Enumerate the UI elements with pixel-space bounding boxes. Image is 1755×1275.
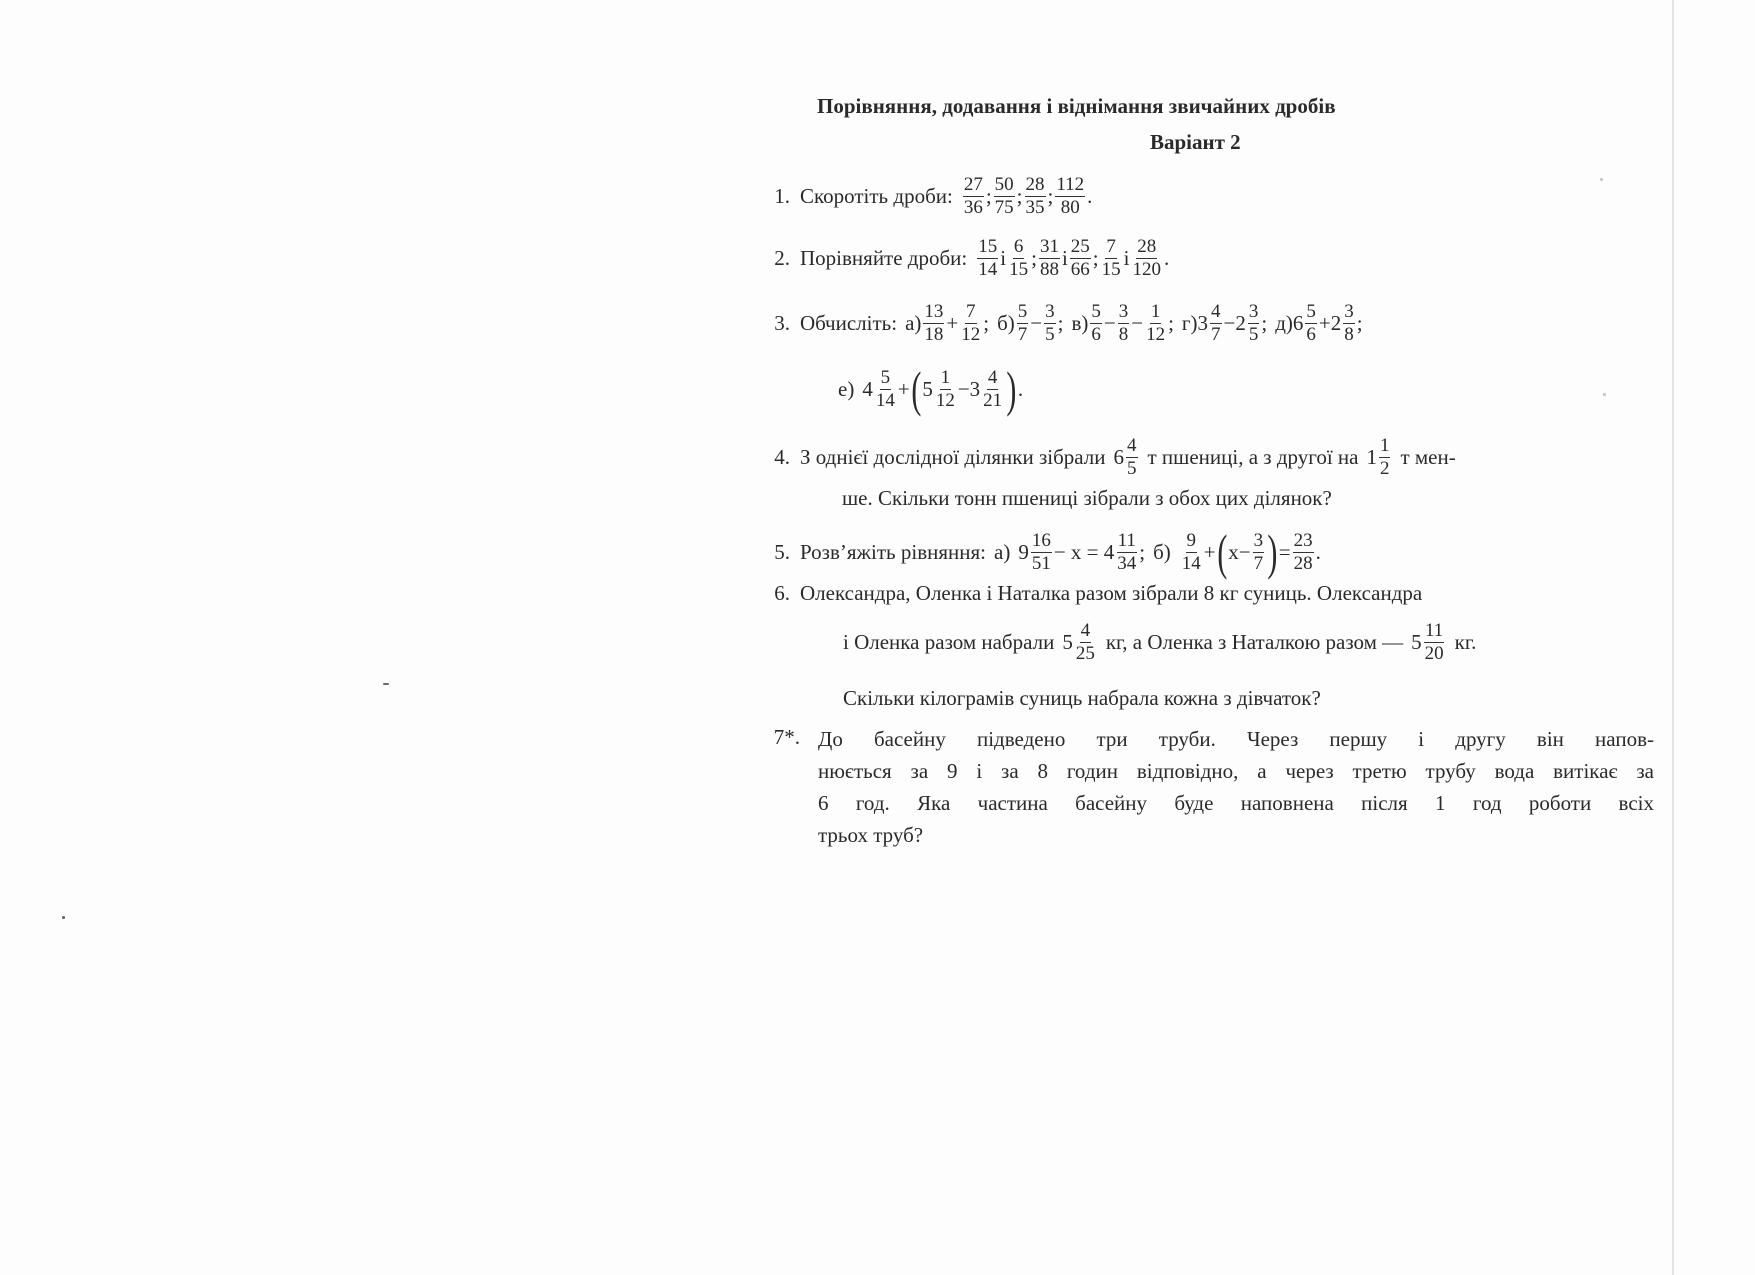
- problem-1: 1. Скоротіть дроби: $\frac{27}{36}$ ; $\frac{50}{75}$ ; $\frac{28}{35}$ ; $\frac{112}{80}$ .: [760, 164, 1092, 228]
- problem-4-continued: ше. Скільки тонн пшениці зібрали з обох цих ділянок?: [842, 485, 1332, 510]
- item-label: а): [905, 310, 922, 335]
- item-label: б): [997, 310, 1015, 335]
- fraction: $\frac{5}{7}$: [1017, 301, 1028, 345]
- fraction: $\frac{4}{7}$: [1211, 301, 1221, 345]
- fraction: $\frac{16}{51}$: [1031, 530, 1051, 574]
- worksheet-title: Порівняння, додавання і віднімання звичайних дробів: [817, 94, 1336, 118]
- problem-number: 7*.: [773, 724, 800, 749]
- item-label: а): [994, 539, 1011, 564]
- problem-7-line: трьох труб?: [818, 822, 924, 847]
- problem-text: Порівняйте дроби:: [800, 245, 968, 270]
- problem-text: Розв’яжіть рівняння:: [800, 539, 986, 564]
- problem-7-line: 6 год. Яка частина басейну буде наповнена після 1 год роботи всіх: [818, 791, 1654, 815]
- scan-speck: [383, 683, 389, 685]
- item-label: г): [1181, 310, 1198, 335]
- fraction: $\frac{5}{6}$: [1306, 301, 1316, 345]
- worksheet: [760, 0, 1654, 1275]
- problem-number: 4.: [774, 444, 790, 469]
- fraction: $\frac{23}{28}$: [1293, 530, 1313, 574]
- problem-3-continued: е) 4 $\frac{5}{14}$ + ( 5 $\frac{1}{12}$ − 3 $\frac{4}{21}$ ) .: [838, 361, 1024, 417]
- scan-speck: [62, 916, 65, 919]
- fraction: $\frac{3}{5}$: [1045, 301, 1055, 345]
- fraction: $\frac{11}{20}$: [1424, 620, 1444, 664]
- variant-label: Варіант 2: [1150, 130, 1241, 154]
- problem-3: 3. Обчисліть: а) $\frac{13}{18}$ + $\frac{7}{12}$ ; б) $\frac{5}{7}$ − $\frac{3}{5}$ ; в) $\frac{5}{6}$ − $\frac{3}{8}$ − $\frac{1}{12}$ ; г) 3 $\frac{4}{7}$ − 2 $\frac{3}{5}$ ; д) 6 $\frac{5}{6}$ + 2 $\frac{3}{8}$ ;: [760, 291, 1363, 355]
- fraction: $\frac{13}{18}$: [924, 301, 944, 345]
- fraction: $\frac{3}{8}$: [1118, 301, 1129, 345]
- problem-6: [760, 573, 1422, 613]
- problem-2: 2. Порівняйте дроби: $\frac{15}{14}$ і $\frac{6}{15}$ ; $\frac{31}{88}$ і $\frac{25}{66}$ ; $\frac{7}{15}$ і $\frac{28}{120}$ .: [760, 226, 1169, 290]
- fraction: $\frac{6}{15}$: [1009, 236, 1029, 280]
- problem-6-continued: і Оленка разом набрали 5 $\frac{4}{25}$ кг, а Оленка з Наталкою разом — 5 $\frac{11}{20}$ кг.: [843, 620, 1477, 664]
- fraction: $\frac{28}{120}$: [1132, 236, 1161, 280]
- fraction: $\frac{7}{12}$: [961, 301, 981, 345]
- fraction: $\frac{1}{12}$: [935, 367, 955, 411]
- problem-number: 1.: [774, 183, 790, 208]
- open-paren: (: [911, 361, 921, 417]
- fraction: $\frac{112}{80}$: [1056, 174, 1085, 218]
- close-paren: ): [1267, 524, 1278, 580]
- fraction: $\frac{7}{15}$: [1101, 236, 1121, 280]
- fraction: $\frac{27}{36}$: [963, 174, 983, 218]
- problem-6-question: Скільки кілограмів суниць набрала кожна з дівчаток?: [843, 685, 1321, 710]
- fraction: $\frac{3}{8}$: [1344, 301, 1354, 345]
- problem-number: 6.: [774, 580, 790, 605]
- fraction: $\frac{11}{34}$: [1117, 530, 1137, 574]
- fraction: $\frac{3}{7}$: [1253, 530, 1264, 574]
- problem-number: 3.: [774, 310, 790, 335]
- scan-edge: [1672, 0, 1674, 1275]
- item-label: в): [1071, 310, 1089, 335]
- problem-4: 4. З однієї дослідної ділянки зібрали 6 $\frac{4}{5}$ т пшениці, а з другої на 1 $\frac{1}{2}$ т мен-: [760, 425, 1456, 489]
- problem-7-line: До басейну підведено три труби. Через першу і другу він напов-: [818, 727, 1654, 751]
- problem-text: Скоротіть дроби:: [800, 183, 953, 208]
- problem-5: 5. Розв’яжіть рівняння: а) 9 $\frac{16}{51}$ − x = 4 $\frac{11}{34}$ ; б) $\frac{9}{14}$ + ( x − $\frac{3}{7}$ ) = $\frac{23}{28}$ .: [760, 520, 1321, 584]
- fraction: $\frac{1}{12}$: [1146, 301, 1166, 345]
- fraction: $\frac{25}{66}$: [1070, 236, 1090, 280]
- close-paren: ): [1006, 361, 1017, 417]
- fraction: $\frac{1}{2}$: [1379, 435, 1390, 479]
- fraction: $\frac{5}{6}$: [1091, 301, 1101, 345]
- fraction: $\frac{4}{25}$: [1075, 620, 1095, 664]
- problem-text: Обчисліть:: [800, 310, 898, 335]
- problem-text: З однієї дослідної ділянки зібрали: [800, 444, 1106, 469]
- fraction: $\frac{9}{14}$: [1181, 530, 1201, 574]
- problem-7: [760, 717, 808, 757]
- problem-number: 2.: [774, 245, 790, 270]
- problem-text: Олександра, Оленка і Наталка разом зібрали 8 кг суниць. Олександра: [800, 580, 1423, 605]
- item-label: е): [838, 376, 855, 401]
- open-paren: (: [1216, 524, 1227, 580]
- fraction: $\frac{3}{5}$: [1248, 301, 1259, 345]
- problem-number: 5.: [774, 539, 790, 564]
- fraction: $\frac{4}{5}$: [1127, 435, 1137, 479]
- fraction: $\frac{5}{14}$: [875, 367, 895, 411]
- fraction: $\frac{15}{14}$: [978, 236, 998, 280]
- fraction: $\frac{31}{88}$: [1039, 236, 1059, 280]
- fraction: $\frac{50}{75}$: [994, 174, 1014, 218]
- problem-7-line: нюється за 9 і за 8 годин відповідно, а через третю трубу вода витікає за: [818, 759, 1654, 783]
- fraction: $\frac{4}{21}$: [983, 367, 1003, 411]
- item-label: б): [1153, 539, 1171, 564]
- item-label: д): [1275, 310, 1293, 335]
- fraction: $\frac{28}{35}$: [1025, 174, 1045, 218]
